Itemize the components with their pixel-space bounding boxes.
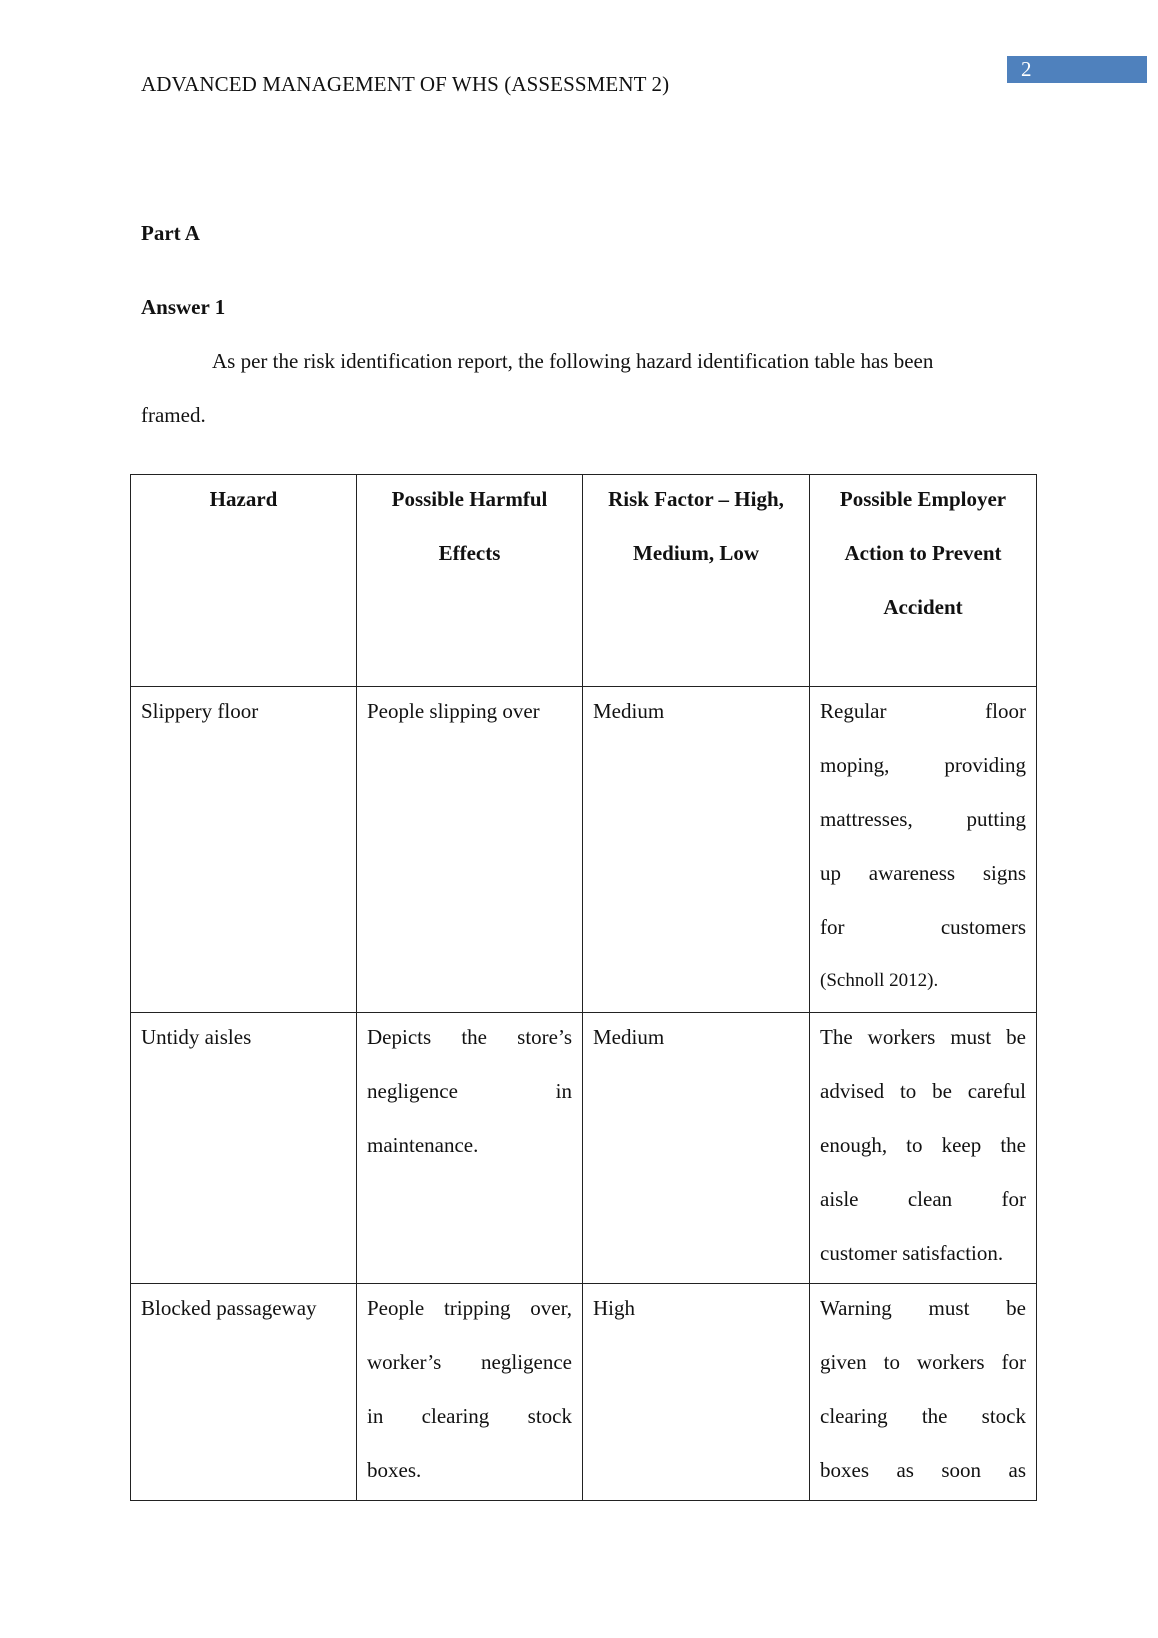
hazard-cell: Slippery floor xyxy=(131,687,357,1013)
table-row xyxy=(131,1013,1037,1284)
table-row xyxy=(131,1284,1037,1501)
action-cell: The workers must be advised to be careful enough, to keep the aisle clean for customer satisfaction. xyxy=(810,1013,1037,1284)
intro-paragraph-line-1: As per the risk identification report, the following hazard identification table has been xyxy=(212,349,934,373)
column-header-hazard: Hazard xyxy=(131,475,357,687)
effects-cell: Depicts the store’s negligence in maintenance. xyxy=(357,1013,583,1284)
table-header-row xyxy=(131,475,1037,687)
hazard-cell: Untidy aisles xyxy=(131,1013,357,1284)
page-number: 2 xyxy=(1021,57,1032,81)
column-header-employer-action: Possible Employer Action to Prevent Accident xyxy=(810,475,1037,687)
column-header-risk-factor: Risk Factor – High, Medium, Low xyxy=(583,475,810,687)
effects-cell: People tripping over, worker’s negligence in clearing stock boxes. xyxy=(357,1284,583,1501)
intro-paragraph-line-2: framed. xyxy=(141,403,206,427)
answer-heading: Answer 1 xyxy=(141,295,226,319)
citation: (Schnoll 2012). xyxy=(820,970,939,991)
effects-cell: People slipping over xyxy=(357,687,583,1013)
part-heading: Part A xyxy=(141,221,200,245)
risk-cell: Medium xyxy=(583,687,810,1013)
hazard-cell: Blocked passageway xyxy=(131,1284,357,1501)
action-cell: Regular floor moping, providing mattresses, putting up awareness signs for customers (Schnoll 2012). xyxy=(810,687,1037,1013)
risk-cell: High xyxy=(583,1284,810,1501)
risk-cell: Medium xyxy=(583,1013,810,1284)
page-number-badge xyxy=(1007,56,1147,83)
running-header: ADVANCED MANAGEMENT OF WHS (ASSESSMENT 2) xyxy=(141,72,670,96)
hazard-identification-table xyxy=(130,474,1037,1501)
table-row xyxy=(131,687,1037,1013)
action-cell: Warning must be given to workers for clearing the stock boxes as soon as xyxy=(810,1284,1037,1501)
column-header-harmful-effects: Possible Harmful Effects xyxy=(357,475,583,687)
